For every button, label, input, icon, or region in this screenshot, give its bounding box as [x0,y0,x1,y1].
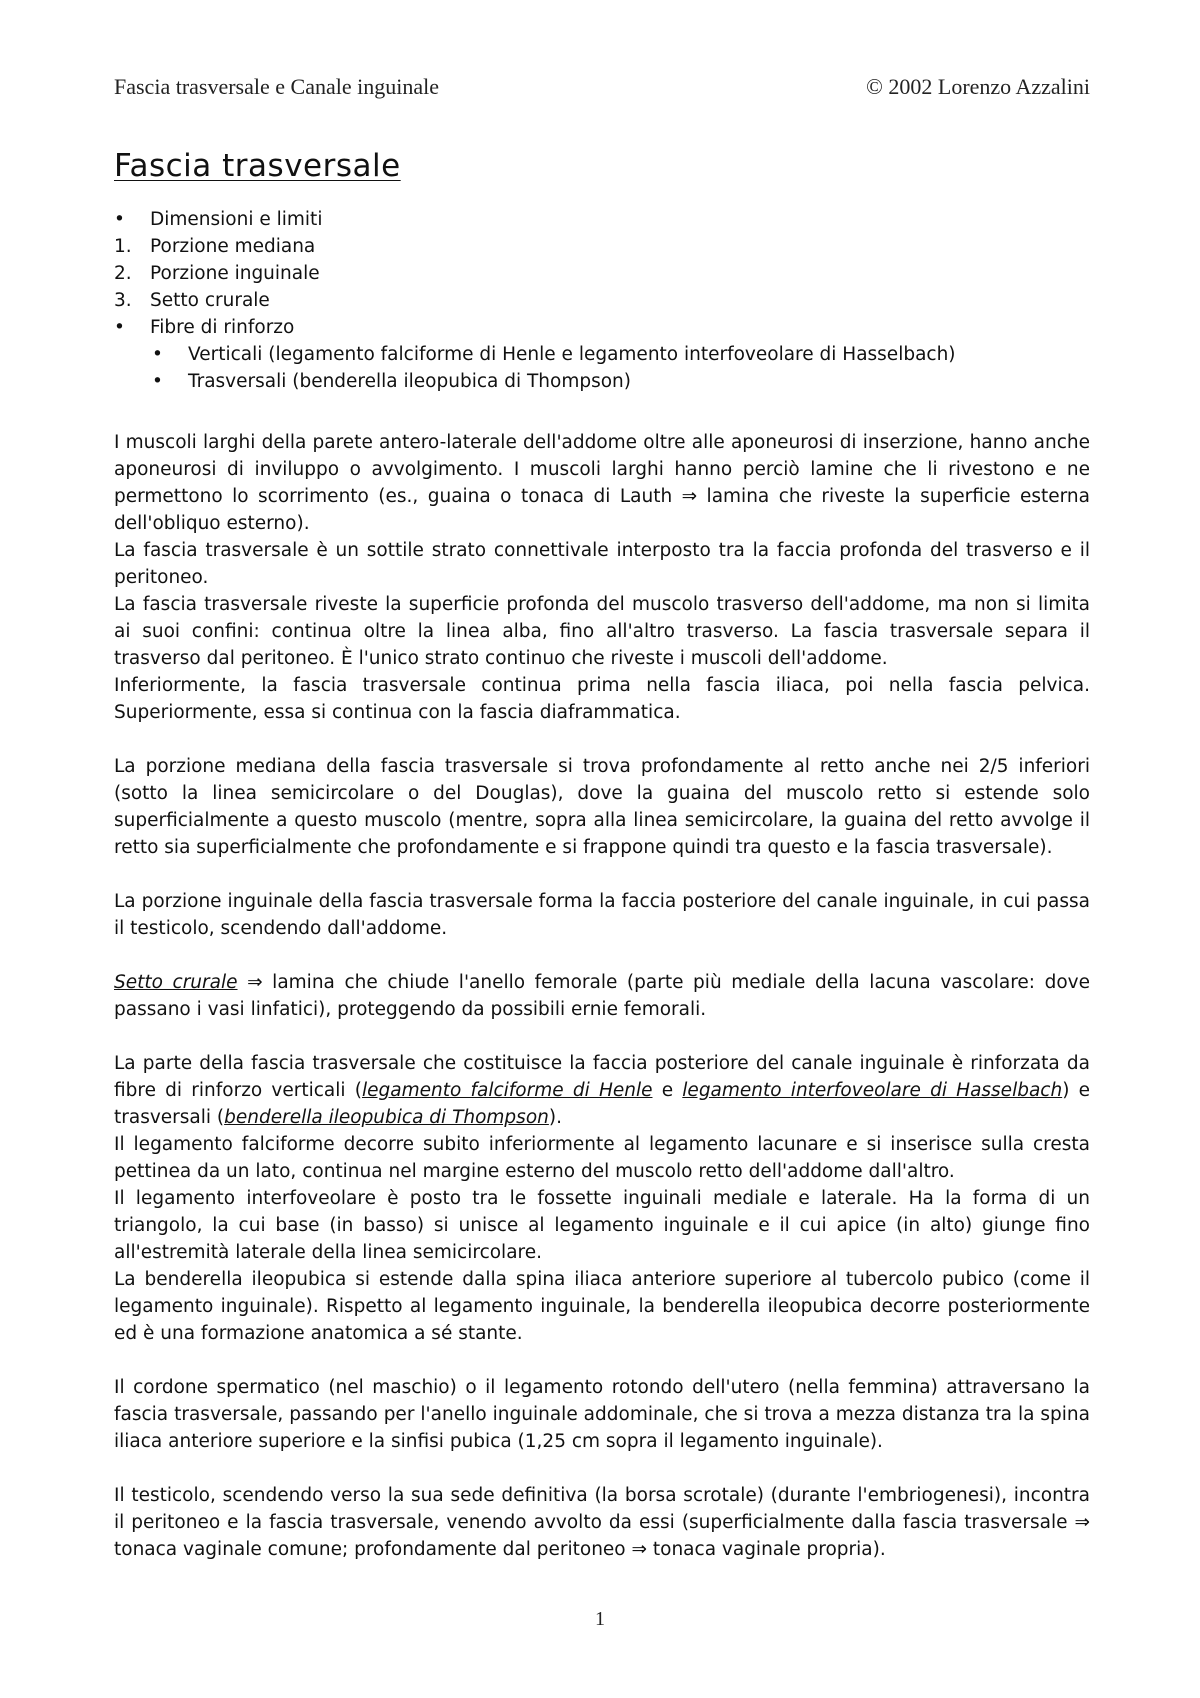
paragraph: Il legamento falciforme decorre subito inferiormente al legamento lacunare e si inserisce sulla cresta pettinea da un lato, continua nel margine esterno del muscolo retto dell'addome dall'altro. [114,1134,1090,1182]
paragraph: Il cordone spermatico (nel maschio) o il legamento rotondo dell'utero (nella femmina) attraversano la fascia trasversale, passando per l'anello inguinale addominale, che si trova a mezza distanza tra la spina iliaca anteriore superiore e la sinfisi pubica (1,25 cm sopra il legamento inguinale). [114,1377,1090,1452]
list-marker: • [114,317,125,338]
outline-item [114,233,1090,260]
outline-item [114,314,1090,341]
list-marker: 1. [114,236,132,257]
outline-text: Verticali (legamento falciforme di Henle e legamento interfoveolare di Hasselbach) [188,344,956,365]
paragraph-text: La parte della fascia trasversale che costituisce la faccia posteriore del canale inguinale è rinforzata da fibre di rinforzo verticali ( [114,1053,1090,1101]
page-number: 1 [595,1608,605,1630]
paragraph: Il testicolo, scendendo verso la sua sede definitiva (la borsa scrotale) (durante l'embriogenesi), incontra il peritoneo e la fascia trasversale, venendo avvolto da essi (superficialmente dalla fascia trasversale ⇒ tonaca vaginale comune; profondamente dal peritoneo ⇒ tonaca vaginale propria). [114,1485,1090,1560]
outline-subitem [114,368,1090,395]
list-marker: • [114,209,125,230]
paragraph: Inferiormente, la fascia trasversale continua prima nella fascia iliaca, poi nella fascia pelvica. Superiormente, essa si continua con la fascia diaframmatica. [114,675,1090,723]
term-legamento-interfoveolare: legamento interfoveolare di Hasselbach [682,1080,1063,1101]
paragraph-text: ) e trasversali ( [114,1080,1090,1128]
outline-text: Porzione mediana [150,236,316,257]
outline-item [114,287,1090,314]
list-marker: • [152,344,163,365]
paragraph: La benderella ileopubica si estende dalla spina iliaca anteriore superiore al tubercolo pubico (come il legamento inguinale). Rispetto al legamento inguinale, la benderella ileopubica decorre posteriormente ed è una formazione anatomica a sé stante. [114,1269,1090,1344]
page-header [114,74,1090,100]
term-benderella-ileopubica: benderella ileopubica di Thompson [224,1107,549,1128]
paragraph: La fascia trasversale riveste la superficie profonda del muscolo trasverso dell'addome, ma non si limita ai suoi confini: continua oltre la linea alba, fino all'altro trasverso. La fascia trasversale separa il trasverso dal peritoneo. È l'unico strato continuo che riveste i muscoli dell'addome. [114,594,1090,669]
outline-item [114,260,1090,287]
section-title: Fascia trasversale [114,148,401,184]
outline-text: Porzione inguinale [150,263,320,284]
outline-item [114,206,1090,233]
term-setto-crurale: Setto crurale [114,972,238,993]
paragraph-text: ). [548,1107,562,1128]
paragraph [114,969,1090,1023]
list-marker: • [152,371,163,392]
header-title: Fascia trasversale e Canale inguinale [114,74,439,99]
paragraph: Il legamento interfoveolare è posto tra le fossette inguinali mediale e laterale. Ha la forma di un triangolo, la cui base (in basso) si unisce al legamento inguinale e il cui apice (in alto) giunge fino all'estremità laterale della linea semicircolare. [114,1188,1090,1263]
paragraph: La porzione inguinale della fascia trasversale forma la faccia posteriore del canale inguinale, in cui passa il testicolo, scendendo dall'addome. [114,891,1090,939]
outline-list [114,206,1090,395]
outline-text: Fibre di rinforzo [150,317,295,338]
paragraph: La porzione mediana della fascia trasversale si trova profondamente al retto anche nei 2/5 inferiori (sotto la linea semicircolare o del Douglas), dove la guaina del muscolo retto si estende solo superficialmente a questo muscolo (mentre, sopra alla linea semicircolare, la guaina del retto avvolge il retto sia superficialmente che profondamente e si frappone quindi tra questo e la fascia trasversale). [114,756,1090,858]
paragraph [114,1050,1090,1131]
term-legamento-falciforme: legamento falciforme di Henle [361,1080,653,1101]
paragraph: I muscoli larghi della parete antero-laterale dell'addome oltre alle aponeurosi di inserzione, hanno anche aponeurosi di inviluppo o avvolgimento. I muscoli larghi hanno perciò lamine che li rivestono e ne permettono lo scorrimento (es., guaina o tonaca di Lauth ⇒ lamina che riveste la superficie esterna dell'obliquo esterno). [114,432,1090,534]
paragraph: La fascia trasversale è un sottile strato connettivale interposto tra la faccia profonda del trasverso e il peritoneo. [114,540,1090,588]
paragraph-text: ⇒ lamina che chiude l'anello femorale (parte più mediale della lacuna vascolare: dove passano i vasi linfatici), proteggendo da possibili ernie femorali. [114,972,1090,1020]
page-content [114,146,1090,1563]
outline-text: Setto crurale [150,290,270,311]
list-marker: 3. [114,290,132,311]
list-marker: 2. [114,263,132,284]
outline-text: Dimensioni e limiti [150,209,323,230]
outline-text: Trasversali (benderella ileopubica di Thompson) [188,371,631,392]
header-copyright: © 2002 Lorenzo Azzalini [866,74,1090,99]
paragraph-text: e [652,1080,683,1101]
outline-subitem [114,341,1090,368]
